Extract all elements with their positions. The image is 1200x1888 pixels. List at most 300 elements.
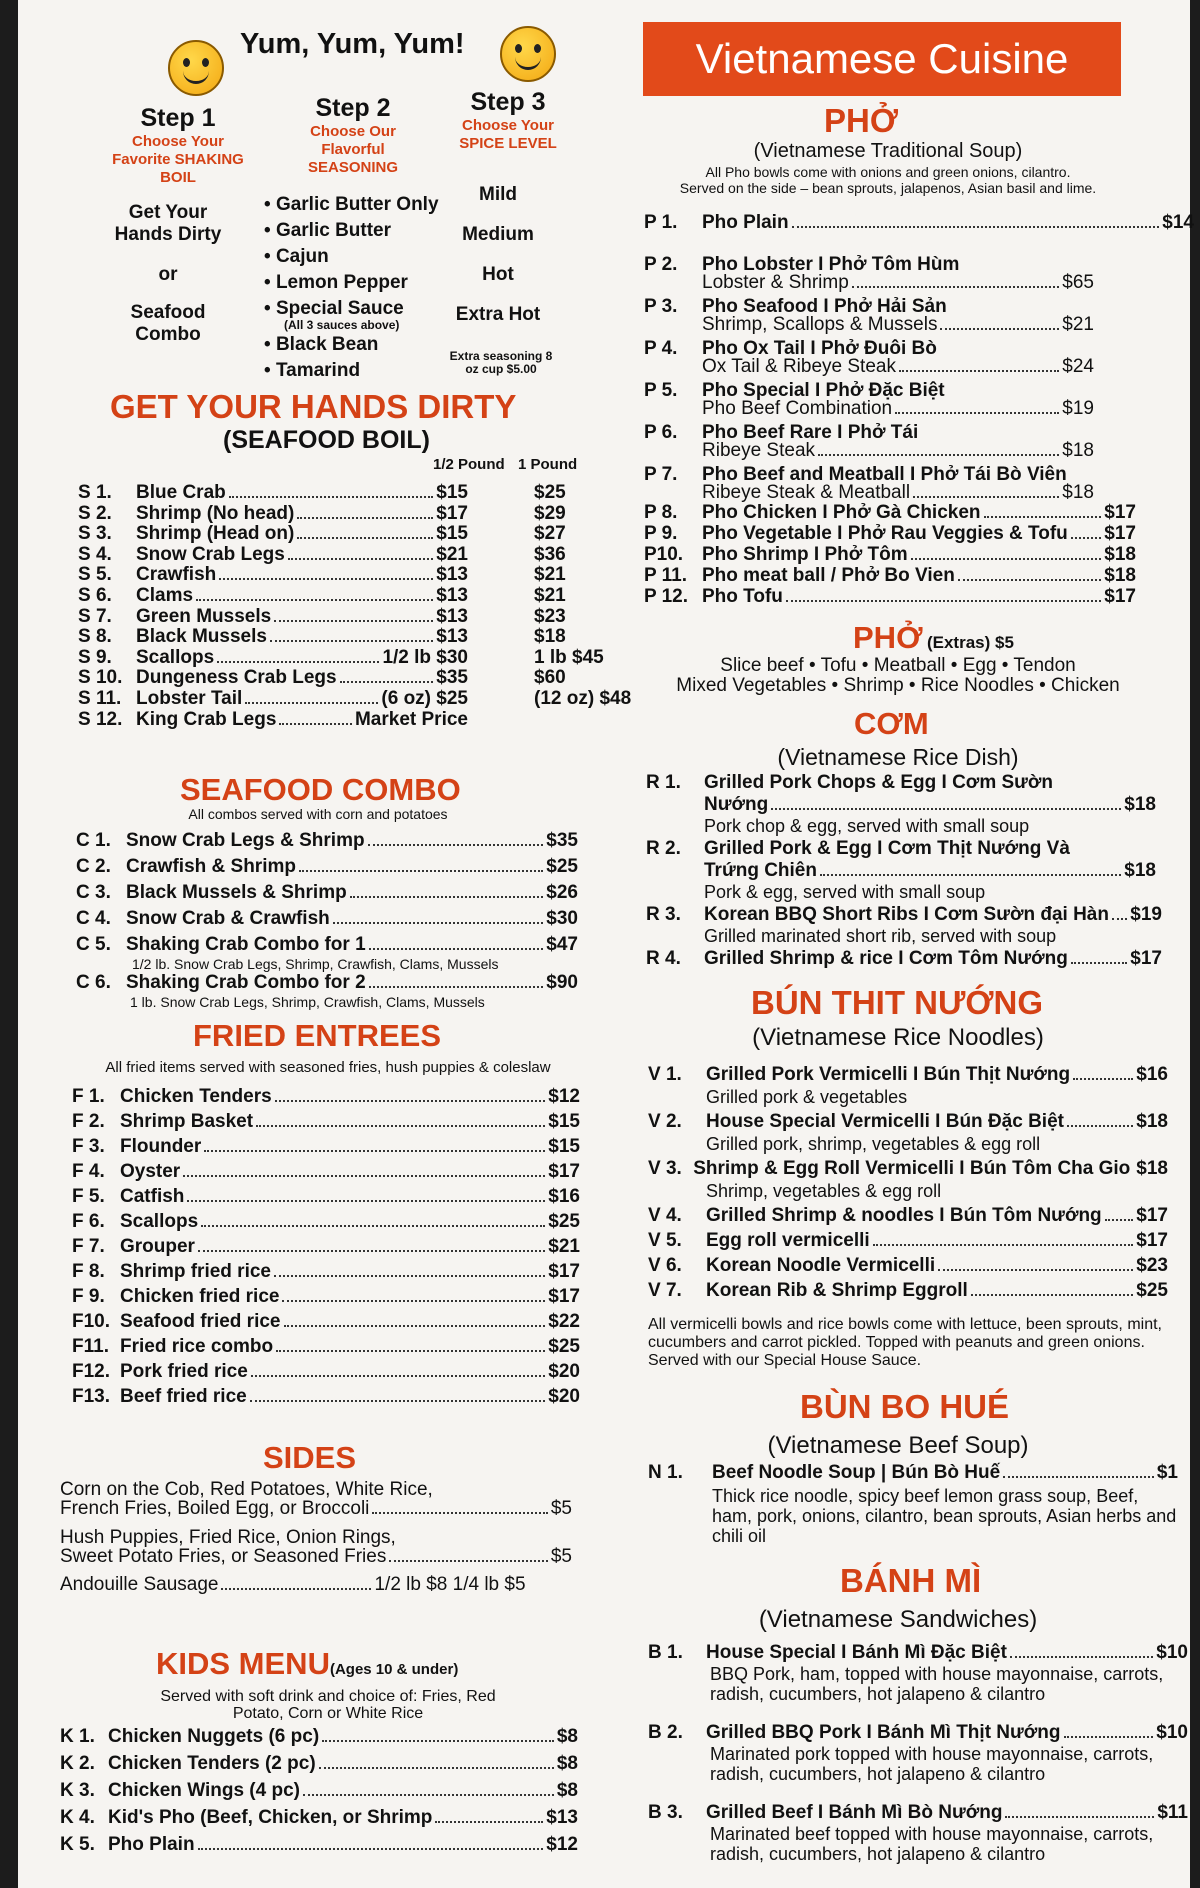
item-price: $24 <box>1062 356 1094 377</box>
leader-dots <box>984 516 1102 518</box>
com-name2-row <box>704 860 1156 882</box>
sides-price-2: $5 <box>550 1546 572 1567</box>
pho-desc-row <box>702 356 1094 378</box>
leader-dots <box>299 870 543 872</box>
item-code: V 7. <box>648 1280 682 1301</box>
item-name: Pho Beef Rare I Phở Tái <box>702 422 919 443</box>
item-code: V 6. <box>648 1255 682 1276</box>
seafood-boil-row <box>78 606 468 628</box>
step-3-sub: Choose Your SPICE LEVEL <box>459 117 557 152</box>
sides-line-1a: Corn on the Cob, Red Potatoes, White Rice, <box>60 1479 433 1500</box>
item-code: P 9. <box>644 523 678 544</box>
boil-option-or: or <box>158 264 178 285</box>
bunbo-code: N 1. <box>648 1462 683 1483</box>
item-price: $21 <box>1062 314 1094 335</box>
com-title: CƠM <box>854 706 929 741</box>
item-price: $16 <box>548 1186 580 1207</box>
item-name: Kid's Pho (Beef, Chicken, or Shrimp <box>108 1807 433 1828</box>
item-code: P 6. <box>644 422 678 443</box>
leader-dots <box>368 844 544 846</box>
item-name: Grilled Beef I Bánh Mì Bò Nướng <box>706 1802 1003 1823</box>
pho-extras-header <box>853 620 1014 656</box>
leader-dots <box>219 578 433 580</box>
item-name: Pho meat ball / Phở Bo Vien <box>702 565 955 586</box>
leader-dots <box>333 922 544 924</box>
col-half-pound: 1/2 Pound <box>433 456 505 473</box>
leader-dots <box>275 1100 546 1102</box>
item-price: $18 <box>1062 440 1094 461</box>
item-code: P10. <box>644 544 684 565</box>
item-name: Grilled Shrimp & noodles I Bún Tôm Nướng <box>706 1205 1102 1226</box>
half-pound-price: Market Price <box>354 708 468 730</box>
seafood-boil-row <box>78 544 468 566</box>
item-price: $12 <box>546 1834 578 1855</box>
item-name: Pho Lobster I Phở Tôm Hùm <box>702 254 960 275</box>
step-1-title: Step 1 <box>140 104 216 132</box>
step-2-title: Step 2 <box>315 94 391 122</box>
seasoning-item: • Tamarind <box>264 360 361 381</box>
leader-dots <box>201 1225 545 1227</box>
menu-item-row <box>72 1261 580 1283</box>
leader-dots <box>1071 962 1127 964</box>
item-price: $8 <box>556 1753 578 1774</box>
pho-desc-row <box>702 440 1094 462</box>
item-code: V 3. <box>648 1158 682 1179</box>
item-code: P 11. <box>644 565 687 586</box>
one-pound-price: $21 <box>534 564 566 586</box>
item-name: Pho Vegetable I Phở Rau Veggies & Tofu <box>702 523 1068 544</box>
one-pound-price: 1 lb $45 <box>534 646 604 668</box>
item-name: Fried rice combo <box>120 1336 274 1357</box>
leader-dots <box>198 1250 545 1252</box>
item-price: $16 <box>1136 1064 1168 1085</box>
item-code: S 8. <box>78 626 112 648</box>
item-name: Scallops <box>136 646 215 668</box>
item-price: $18 <box>1104 544 1136 565</box>
menu-item-row <box>60 1834 578 1856</box>
seasoning-note: (All 3 sauces above) <box>284 318 400 332</box>
item-code: S 1. <box>78 482 112 503</box>
leader-dots <box>196 599 433 601</box>
sides-line-3: Andouille Sausage <box>60 1574 219 1595</box>
leader-dots <box>1010 1656 1153 1658</box>
sides-title: SIDES <box>263 1440 357 1475</box>
menu-item-row <box>644 502 1136 524</box>
item-code: F 8. <box>72 1261 105 1282</box>
item-name: House Special Vermicelli I Bún Đặc Biệt <box>706 1111 1064 1132</box>
item-code: S 11. <box>78 688 122 709</box>
item-name: Shrimp Basket <box>120 1111 254 1132</box>
spice-medium: Medium <box>462 224 534 245</box>
item-name: Grilled Pork Vermicelli I Bún Thịt Nướng <box>706 1064 1071 1085</box>
seafood-boil-row <box>78 482 468 504</box>
hands-dirty-title: GET YOUR HANDS DIRTY <box>110 388 517 425</box>
menu-item-row <box>648 1255 1168 1277</box>
step-1 <box>88 104 268 187</box>
item-code: K 5. <box>60 1834 95 1855</box>
menu-item-row <box>648 1205 1168 1227</box>
item-price: $18 <box>1136 1158 1168 1179</box>
item-code: K 1. <box>60 1726 95 1747</box>
menu-item-row <box>72 1086 580 1108</box>
menu-item-row <box>76 882 578 904</box>
bunbo-row <box>648 1462 1178 1484</box>
item-code: R 3. <box>646 904 681 925</box>
leader-dots <box>229 496 434 498</box>
leader-dots <box>303 1794 554 1796</box>
item-price: $17 <box>548 1161 580 1182</box>
menu-item-row <box>72 1211 580 1233</box>
menu-item-row <box>60 1726 578 1748</box>
item-code: R 2. <box>646 838 681 859</box>
pho-extras-title: PHỞ <box>853 620 923 655</box>
item-price: $18 <box>1062 482 1094 503</box>
menu-item-row <box>648 1064 1168 1086</box>
menu-item-row <box>72 1336 580 1358</box>
menu-item-row <box>644 212 1194 234</box>
item-price: $17 <box>548 1286 580 1307</box>
item-price: $17 <box>1104 502 1136 523</box>
item-name: Clams <box>136 585 194 606</box>
item-code: S 10. <box>78 667 123 689</box>
bunbo-price: $1 <box>1156 1462 1178 1483</box>
item-code: S 3. <box>78 523 112 545</box>
bunbo-desc: Thick rice noodle, spicy beef lemon grass soup, Beef, ham, pork, onions, cilantro, bean sprouts, Asian herbs and chili oil <box>712 1486 1177 1546</box>
seafood-boil-row <box>78 585 468 607</box>
one-pound-price: $36 <box>534 543 566 565</box>
item-price: $18 <box>1124 794 1156 815</box>
seasoning-item: • Lemon Pepper <box>264 272 408 293</box>
spice-extra-hot: Extra Hot <box>455 304 541 325</box>
sides-line-2b: Sweet Potato Fries, or Seasoned Fries <box>60 1546 387 1567</box>
item-name: Shaking Crab Combo for 2 <box>126 972 366 993</box>
item-price: $30 <box>546 908 578 929</box>
item-code: P 7. <box>644 464 678 485</box>
item-code: V 1. <box>648 1064 682 1085</box>
item-price: $15 <box>548 1136 580 1157</box>
item-price: $23 <box>1136 1255 1168 1276</box>
item-code: P 3. <box>644 296 678 317</box>
item-name: King Crab Legs <box>136 708 277 730</box>
item-name: Pho Chicken I Phở Gà Chicken <box>702 502 981 523</box>
leader-dots <box>852 286 1060 288</box>
sides-line-2a: Hush Puppies, Fried Rice, Onion Rings, <box>60 1527 396 1548</box>
menu-item-row <box>72 1386 580 1408</box>
item-name: Shrimp & Egg Roll Vermicelli I Bún Tôm Cha Gio <box>693 1158 1131 1179</box>
seafood-boil-row <box>78 503 468 525</box>
combo-note: All combos served with corn and potatoes <box>188 806 448 822</box>
half-pound-price: $17 <box>436 502 468 524</box>
item-code: B 1. <box>648 1642 683 1663</box>
hands-dirty-subtitle: (SEAFOOD BOIL) <box>223 426 430 454</box>
leader-dots <box>282 1300 545 1302</box>
item-price: $17 <box>1104 586 1136 607</box>
bunbo-subtitle: (Vietnamese Beef Soup) <box>767 1432 1029 1459</box>
leader-dots <box>369 948 544 950</box>
item-name: Black Mussels <box>136 626 267 648</box>
seasoning-item: • Cajun <box>264 246 329 267</box>
leader-dots <box>771 808 1121 810</box>
leader-dots <box>1064 1736 1154 1738</box>
leader-dots <box>1071 537 1102 539</box>
item-price: $21 <box>548 1236 580 1257</box>
menu-item-row <box>72 1161 580 1183</box>
smiley-icon <box>168 40 224 96</box>
item-name: Black Mussels & Shrimp <box>126 882 347 903</box>
leader-dots <box>270 640 433 642</box>
item-name: Lobster Tail <box>136 688 243 709</box>
menu-item-row <box>76 856 578 878</box>
item-price: $10 <box>1156 1642 1188 1663</box>
item-name: Dungeness Crab Legs <box>136 667 337 689</box>
bunbo-name: Beef Noodle Soup | Bún Bò Huế <box>712 1462 1001 1483</box>
kids-ages: (Ages 10 & under) <box>329 1661 459 1678</box>
leader-dots <box>279 723 352 725</box>
leader-dots <box>971 1294 1133 1296</box>
bun-desc: Shrimp, vegetables & egg roll <box>706 1181 942 1201</box>
item-name: Korean BBQ Short Ribs I Cơm Sườn đại Hàn <box>704 904 1109 925</box>
seafood-boil-row <box>78 647 468 669</box>
leader-dots <box>938 1269 1133 1271</box>
seasoning-item: • Garlic Butter Only <box>264 194 439 215</box>
item-desc: Ribeye Steak <box>702 440 816 461</box>
item-name: Pho Plain <box>108 1834 195 1855</box>
pho-desc-row <box>702 398 1094 420</box>
item-code: K 3. <box>60 1780 95 1801</box>
seafood-boil-row <box>78 523 468 545</box>
pho-desc-row <box>702 272 1094 294</box>
item-code: F 6. <box>72 1211 105 1232</box>
item-code: P 5. <box>644 380 678 401</box>
item-price: $13 <box>546 1807 578 1828</box>
menu-item-row <box>72 1136 580 1158</box>
item-price: $20 <box>548 1386 580 1407</box>
item-price: $17 <box>1130 948 1162 969</box>
leader-dots <box>1005 1816 1154 1818</box>
item-code: C 2. <box>76 856 111 877</box>
item-name: Snow Crab Legs <box>136 543 285 565</box>
leader-dots <box>1112 918 1127 920</box>
half-pound-price: $13 <box>436 564 468 586</box>
pho-title: PHỞ <box>824 102 898 139</box>
pho-desc-row <box>702 482 1094 504</box>
item-code: C 5. <box>76 934 111 955</box>
item-name: Grilled Shrimp & rice I Cơm Tôm Nướng <box>704 948 1068 969</box>
item-code: P 4. <box>644 338 678 359</box>
menu-item-row <box>60 1780 578 1802</box>
item-price: $10 <box>1156 1722 1188 1743</box>
item-desc: Lobster & Shrimp <box>702 272 849 293</box>
item-code: V 2. <box>648 1111 682 1132</box>
item-price: $25 <box>1136 1280 1168 1301</box>
menu-item-row <box>72 1286 580 1308</box>
col-one-pound: 1 Pound <box>518 456 578 473</box>
item-desc: Shrimp, Scallops & Mussels <box>702 314 938 335</box>
leader-dots <box>873 1244 1134 1246</box>
item-name: Chicken Wings (4 pc) <box>108 1780 300 1801</box>
seafood-boil-row <box>78 688 468 710</box>
com-name-row <box>646 838 1070 860</box>
item-name: Beef fried rice <box>120 1386 247 1407</box>
item-name: Shrimp fried rice <box>120 1261 271 1282</box>
item-price: $25 <box>548 1336 580 1357</box>
item-code: S 4. <box>78 543 112 565</box>
kids-title: KIDS MENU(Ages 10 & under) <box>156 1646 459 1681</box>
sides-row-1 <box>60 1498 572 1520</box>
one-pound-price: $25 <box>534 482 566 503</box>
item-price: $12 <box>548 1086 580 1107</box>
item-code: P 12. <box>644 586 689 607</box>
seafood-boil-row <box>78 709 468 731</box>
com-subtitle: (Vietnamese Rice Dish) <box>777 744 1019 770</box>
item-price: $65 <box>1062 272 1094 293</box>
leader-dots <box>818 454 1059 456</box>
leader-dots <box>322 1740 554 1742</box>
menu-item-row <box>76 934 578 956</box>
seafood-boil-row <box>78 564 468 586</box>
item-name: Chicken Tenders (2 pc) <box>108 1753 316 1774</box>
menu-item-row <box>644 586 1136 608</box>
item-code: F12. <box>72 1361 111 1382</box>
half-pound-price: $15 <box>436 482 468 503</box>
leader-dots <box>217 661 379 663</box>
item-code: R 1. <box>646 772 681 793</box>
item-code: S 7. <box>78 605 112 627</box>
leader-dots <box>204 1150 545 1152</box>
half-pound-price: $13 <box>436 605 468 627</box>
seasoning-item: • Garlic Butter <box>264 220 392 241</box>
menu-item-row <box>648 1280 1168 1302</box>
item-price: $18 <box>1136 1111 1168 1132</box>
leader-dots <box>786 600 1101 602</box>
leader-dots <box>187 1200 545 1202</box>
item-code: V 5. <box>648 1230 682 1251</box>
spice-mild: Mild <box>479 184 517 205</box>
half-pound-price: 1/2 lb $30 <box>382 646 468 668</box>
menu-item-row <box>72 1311 580 1333</box>
item-code: S 9. <box>78 646 112 668</box>
item-code: V 4. <box>648 1205 682 1226</box>
leader-dots <box>1073 1078 1133 1080</box>
leader-dots <box>297 517 433 519</box>
banhmi-desc: BBQ Pork, ham, topped with house mayonnaise, carrots, radish, cucumbers, hot jalapeno & cilantro <box>710 1664 1164 1704</box>
item-code: F 4. <box>72 1161 105 1182</box>
item-code: F 7. <box>72 1236 105 1257</box>
item-name: Blue Crab <box>136 482 226 503</box>
fried-note: All fried items served with seasoned fries, hush puppies & coleslaw <box>105 1059 551 1076</box>
combo-desc: 1 lb. Snow Crab Legs, Shrimp, Crawfish, Clams, Mussels <box>130 994 485 1010</box>
bun-subtitle: (Vietnamese Rice Noodles) <box>752 1024 1044 1051</box>
leader-dots <box>435 1821 543 1823</box>
leader-dots <box>198 1848 544 1850</box>
menu-item-row <box>644 544 1136 566</box>
item-code: F13. <box>72 1386 111 1407</box>
item-price: $25 <box>546 856 578 877</box>
step-1-sub: Choose Your Favorite SHAKING BOIL <box>112 133 244 186</box>
item-name: Pho Beef and Meatball I Phở Tái Bò Viên <box>702 464 1067 485</box>
item-name: Korean Noodle Vermicelli <box>706 1255 936 1276</box>
leader-dots <box>913 496 1059 498</box>
bun-desc: Grilled pork, shrimp, vegetables & egg roll <box>706 1134 1041 1154</box>
item-name: Chicken fried rice <box>120 1286 280 1307</box>
item-price: $17 <box>1104 523 1136 544</box>
item-name: Shaking Crab Combo for 1 <box>126 934 366 955</box>
item-name: Pho Plain <box>702 212 789 233</box>
item-code: C 6. <box>76 972 111 993</box>
item-name: Catfish <box>120 1186 185 1207</box>
item-price: $15 <box>548 1111 580 1132</box>
kids-note: Served with soft drink and choice of: Fries, Red Potato, Corn or White Rice <box>160 1688 496 1722</box>
bun-desc: Grilled pork & vegetables <box>706 1087 908 1107</box>
item-name: Pho Shrimp I Phở Tôm <box>702 544 908 565</box>
item-price: $35 <box>546 830 578 851</box>
item-price: $17 <box>1136 1230 1168 1251</box>
item-name: Scallops <box>120 1211 199 1232</box>
item-name: Shrimp (Head on) <box>136 523 295 545</box>
item-desc: Pho Beef Combination <box>702 398 893 419</box>
item-code: C 3. <box>76 882 111 903</box>
item-code: F 9. <box>72 1286 105 1307</box>
item-code: P 8. <box>644 502 678 523</box>
item-price: $19 <box>1130 904 1162 925</box>
item-name: Grilled Pork Chops & Egg I Cơm Sườn <box>704 772 1054 793</box>
item-code: S 5. <box>78 564 112 586</box>
menu-item-row <box>648 1802 1188 1824</box>
item-code: R 4. <box>646 948 681 969</box>
one-pound-price: $21 <box>534 585 566 606</box>
menu-item-row <box>72 1236 580 1258</box>
item-name: Pho Special I Phở Đặc Biệt <box>702 380 945 401</box>
menu-item-row <box>648 1158 1168 1180</box>
seasoning-item: • Black Bean <box>264 334 379 355</box>
seafood-boil-row <box>78 667 468 689</box>
menu-item-row <box>60 1807 578 1829</box>
menu-sheet <box>18 0 1194 1888</box>
sides-price-1: $5 <box>550 1498 572 1519</box>
menu-item-row <box>648 1230 1168 1252</box>
sides-row-2 <box>60 1546 572 1568</box>
menu-item-row <box>76 908 578 930</box>
leader-dots <box>274 620 433 622</box>
item-code: S 2. <box>78 502 112 524</box>
pho-desc-row <box>702 314 1094 336</box>
item-price: $20 <box>548 1361 580 1382</box>
pho-subtitle: (Vietnamese Traditional Soup) <box>753 140 1023 162</box>
leader-dots <box>251 1375 546 1377</box>
leader-dots <box>350 896 544 898</box>
leader-dots <box>340 681 434 683</box>
one-pound-price: $18 <box>534 626 566 648</box>
menu-item-row <box>60 1753 578 1775</box>
item-name: Oyster <box>120 1161 181 1182</box>
half-pound-price: (6 oz) $25 <box>381 688 468 709</box>
banhmi-title: BÁNH MÌ <box>840 1562 982 1599</box>
item-name-2: Trứng Chiên <box>704 860 817 881</box>
leader-dots <box>319 1767 554 1769</box>
pho-note-1: All Pho bowls come with onions and green onions, cilantro. <box>705 164 1071 180</box>
step-2-sub: Choose Our Flavorful SEASONING <box>307 123 398 176</box>
com-name-row <box>646 772 1053 794</box>
item-price: $25 <box>548 1211 580 1232</box>
item-name: Seafood fried rice <box>120 1311 281 1332</box>
one-pound-price: $29 <box>534 502 566 524</box>
leader-dots <box>369 986 544 988</box>
leader-dots <box>1067 1125 1133 1127</box>
item-price: $8 <box>556 1780 578 1801</box>
one-pound-price: $23 <box>534 605 566 627</box>
item-name: Snow Crab Legs & Shrimp <box>126 830 365 851</box>
item-code: B 3. <box>648 1802 683 1823</box>
